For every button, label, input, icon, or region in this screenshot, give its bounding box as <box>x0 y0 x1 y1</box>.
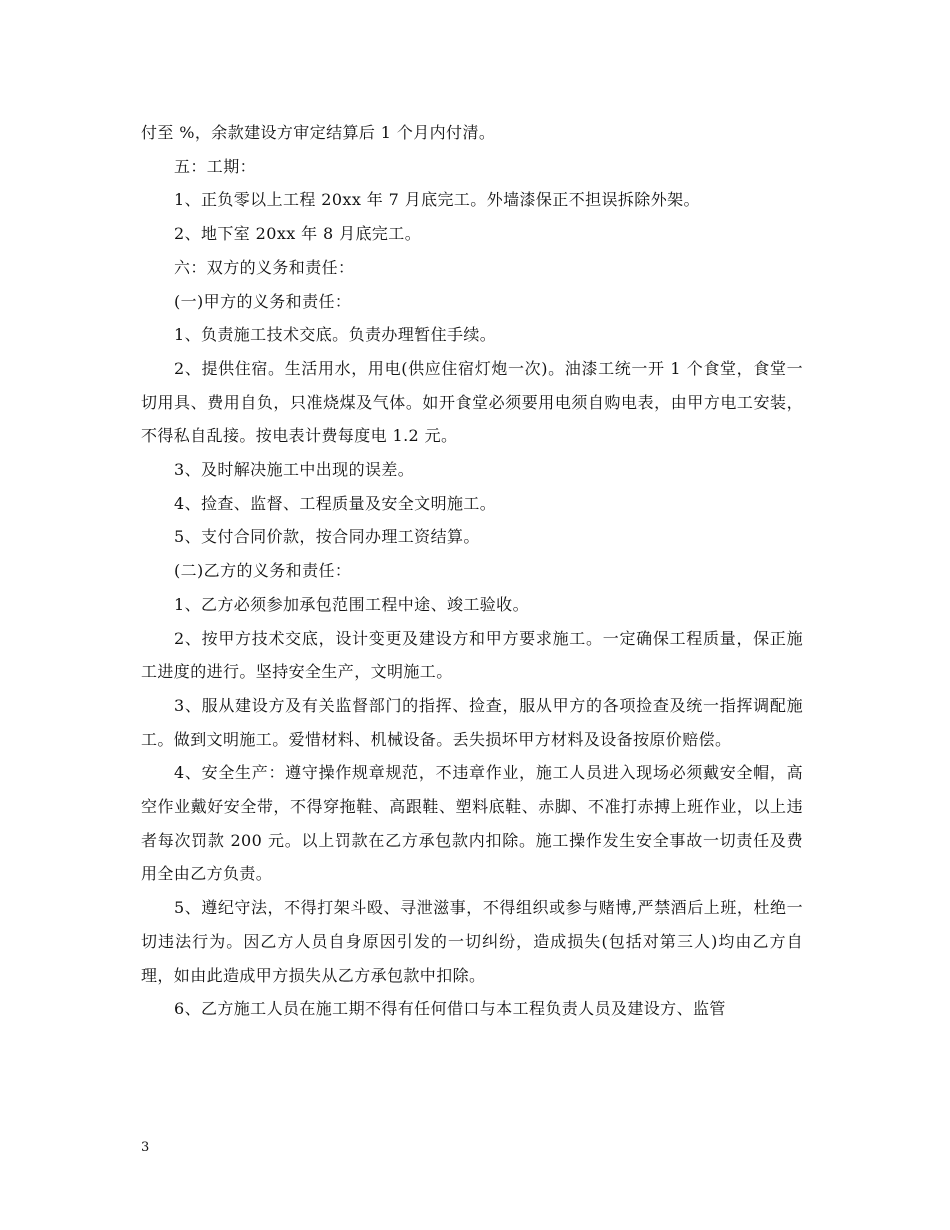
paragraph: 6、乙方施工人员在施工期不得有任何借口与本工程负责人员及建设方、监管 <box>174 999 726 1019</box>
subsection-heading: (二)乙方的义务和责任： <box>174 561 352 581</box>
paragraph: 1、负责施工技术交底。负责办理暂住手续。 <box>174 325 497 345</box>
paragraph: 3、及时解决施工中出现的误差。 <box>174 460 415 480</box>
paragraph: 3、服从建设方及有关监督部门的指挥、捡查，服从甲方的各项捡查及统一指挥调配施工。做到文明施工。爱惜材料、机械设备。丢失损坏甲方材料及设备按原价赔偿。 <box>141 695 803 749</box>
document-body <box>141 116 803 1026</box>
paragraph: 4、安全生产：遵守操作规章规范，不违章作业，施工人员进入现场必须戴安全帽，高空作业戴好安全带，不得穿拖鞋、高跟鞋、塑料底鞋、赤脚、不准打赤搏上班作业，以上违者每次罚款 200 元。以上罚款在乙方承包款内扣除。施工操作发生安全事故一切责任及费用全由乙方负责。 <box>141 763 803 884</box>
paragraph: 2、按甲方技术交底，设计变更及建设方和甲方要求施工。一定确保工程质量，保正施工进度的进行。坚持安全生产，文明施工。 <box>141 628 803 682</box>
paragraph: 1、乙方必须参加承包范围工程中途、竣工验收。 <box>174 594 529 614</box>
page-number: 3 <box>141 1140 150 1155</box>
paragraph: 2、提供住宿。生活用水，用电(供应住宿灯炮一次)。油漆工统一开 1 个食堂，食堂一切用具、费用自负，只准烧煤及气体。如开食堂必须要用电须自购电表，由甲方电工安装，不得私自乱接。按电表计费每度电 1.2 元。 <box>141 358 803 446</box>
paragraph: 5、支付合同价款，按合同办理工资结算。 <box>174 527 480 547</box>
paragraph: 1、正负零以上工程 20xx 年 7 月底完工。外墙漆保正不担误拆除外架。 <box>174 190 700 210</box>
paragraph: 4、捡查、监督、工程质量及安全文明施工。 <box>174 493 497 513</box>
paragraph: 5、遵纪守法，不得打架斗殴、寻泄滋事，不得组织或参与赌博,严禁酒后上班，杜绝一切违法行为。因乙方人员自身原因引发的一切纠纷，造成损失(包括对第三人)均由乙方自理，如由此造成甲方损失从乙方承包款中扣除。 <box>141 898 803 985</box>
section-heading: 五：工期： <box>174 156 257 176</box>
section-heading: 六：双方的义务和责任： <box>174 257 355 277</box>
paragraph: 付至 %，余款建设方审定结算后 1 个月内付清。 <box>141 123 496 142</box>
subsection-heading: (一)甲方的义务和责任： <box>174 291 352 311</box>
paragraph: 2、地下室 20xx 年 8 月底完工。 <box>174 224 422 244</box>
